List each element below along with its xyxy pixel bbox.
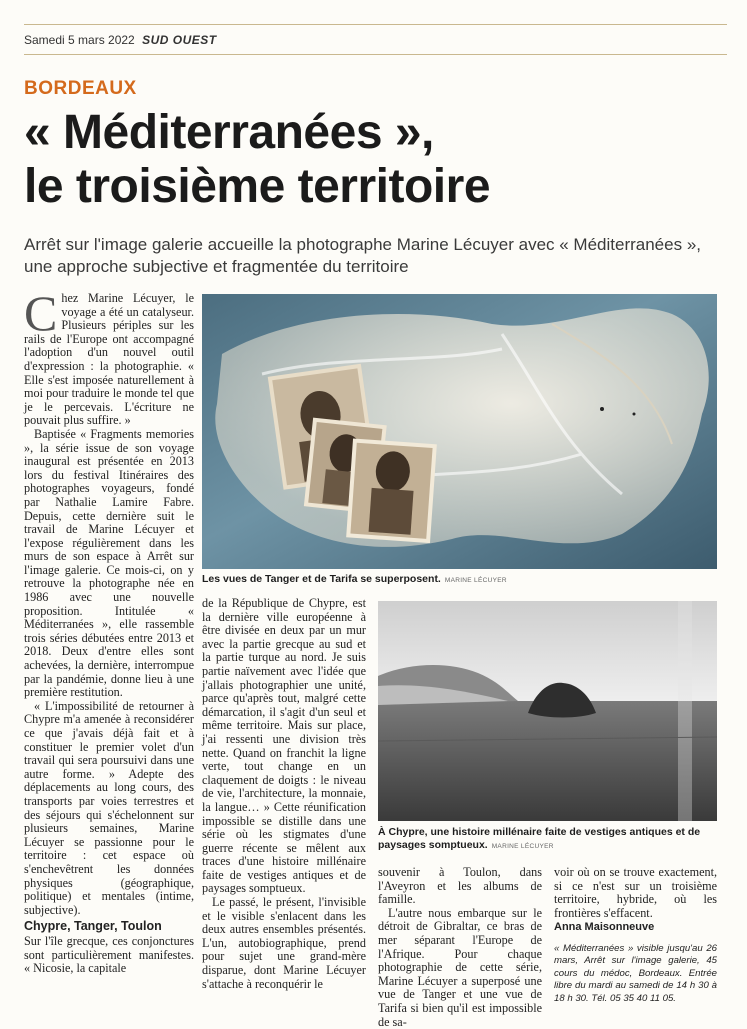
paragraph: Sur l'île grecque, ces conjonctures sont particulièrement manifestes. « Nicosie, la capitale — [24, 933, 194, 976]
paragraph: Baptisée « Fragments memories », la série issue de son voyage inaugural est présentée en 2013 lors du festival Itinéraires des photographes voyageurs, fondé par Nathalie Lamire Fabre. Depuis, cette dernière suit le travail de Marine Lécuyer et l'expose régulièrement dans les murs de son espace à Arrêt sur l'image galerie. Ce mois-ci, on y retrouve la photographe née en 1986 avec une nouvelle proposition. Intitulée « Méditerranées », elle rassemble trois séries débutées entre 2013 et 2018. Deux d'entre elles sont achevées, la dernière, interrompue par la pandémie, donne lieu à une première restitution. — [24, 426, 194, 700]
header-top-rule — [24, 24, 727, 25]
article-column-3 — [378, 866, 542, 1029]
headline — [24, 106, 724, 214]
photo-credit: MARINE LÉCUYER — [444, 577, 507, 584]
headline-line-1: « Méditerranées », — [24, 106, 434, 159]
headline-line-2: le troisième territoire — [24, 160, 491, 213]
header-dateline — [24, 33, 217, 47]
paragraph: hez Marine Lécuyer, le voyage a été un catalyseur. Plusieurs périples sur les rails de l'Europe ont accompagné l'adoption d'un nouvel outil d'expression : la photographie. « Elle s'est imposée naturellement à moi pour traduire le monde tel que je le percevais. L'écriture ne pouvait plus suffire. » — [24, 291, 194, 428]
photo-2-caption — [378, 826, 717, 853]
paragraph: souvenir à Toulon, dans l'Aveyron et les albums de famille. — [378, 865, 542, 907]
header-bottom-rule — [24, 54, 727, 55]
caption-text: Les vues de Tanger et de Tarifa se superposent. — [202, 573, 441, 585]
paragraph: L'autre nous embarque sur le détroit de Gibraltar, ce bras de mer séparant l'Europe de l'Afrique. Pour chaque photographie de cette série, Marine Lécuyer a superposé une vue de Tanger et une vue de Tarifa si bien qu'il est impossible de sa- — [378, 905, 542, 1029]
paragraph: Le passé, le présent, l'invisible et le visible s'enlacent dans les deux autres ensembles présentés. L'un, autobiographique, prend pour sujet une grand-mère disparue, dont Marine Lécuyer s'attache à reconquérir le — [202, 895, 366, 991]
caption-text: À Chypre, une histoire millénaire faite de vestiges antiques et de paysages somptueux. — [378, 826, 701, 851]
photo-1-caption — [202, 573, 717, 587]
newspaper-brand: SUD OUEST — [142, 33, 217, 47]
article-column-1 — [24, 285, 194, 976]
photo-tanger-tarifa — [202, 294, 717, 569]
paragraph: « L'impossibilité de retourner à Chypre m'a amenée à reconsidérer ce que j'avais déjà fait et à constituer le premier volet d'un travail qui sera poursuivi dans une autre forme. » Adepte des déplacements au long cours, des transports par voies terrestres et des séjours qui s'échelonnent sur plusieurs semaines, Marine Lécuyer se passionne pour le territoire : cet espace où s'enchevêtrent les données physiques (géographique, politique) et mentales (intime, subjective). — [24, 698, 194, 917]
paragraph: de la République de Chypre, est la dernière ville européenne à être divisée en deux par un mur avec la partie grecque au sud et la partie turque au nord. Je suis partie naïvement avec l'idée que j'allais photographier une unité, parce qu'après tout, malgré cette démarcation, il s'agit d'un seul et même territoire. Mais sur place, j'ai ressenti une division très nette. Quand on franchit la ligne verte, tout change en un claquement de doigts : le niveau de vie, l'architecture, la monnaie, la langue… » Cette réunification impossible se distille dans une série où les stigmates d'une guerre récente se mêlent aux traces d'une histoire millénaire faite de vestiges antiques et de paysages somptueux. — [202, 596, 366, 896]
section-kicker: BORDEAUX — [24, 78, 137, 99]
article-deck: Arrêt sur l'image galerie accueille la photographe Marine Lécuyer avec « Méditerranées », une approche subjective et fragmentée du territoire — [24, 235, 701, 276]
photo-credit: MARINE LÉCUYER — [491, 843, 554, 850]
article-column-2 — [202, 597, 366, 991]
article-column-4 — [554, 866, 717, 1005]
issue-date: Samedi 5 mars 2022 — [24, 33, 135, 47]
drop-cap: C — [24, 285, 58, 341]
paragraph: voir où on se trouve exactement, si ce n'est sur un troisième territoire, hybride, où les frontières s'effacent. — [554, 865, 717, 920]
subheading: Chypre, Tanger, Toulon — [24, 919, 162, 934]
photo-tanger-tarifa-image — [202, 294, 717, 569]
photo-chypre-image — [378, 601, 717, 821]
exhibition-info: « Méditerranées » visible jusqu'au 26 mars, Arrêt sur l'image galerie, 45 cours du médoc, Bordeaux. Entrée libre du mardi au samedi de 14 h 30 à 18 h 30. Tél. 05 35 40 11 05. — [554, 942, 717, 1004]
photo-chypre — [378, 601, 717, 821]
author-signature: Anna Maisonneuve — [554, 921, 655, 934]
